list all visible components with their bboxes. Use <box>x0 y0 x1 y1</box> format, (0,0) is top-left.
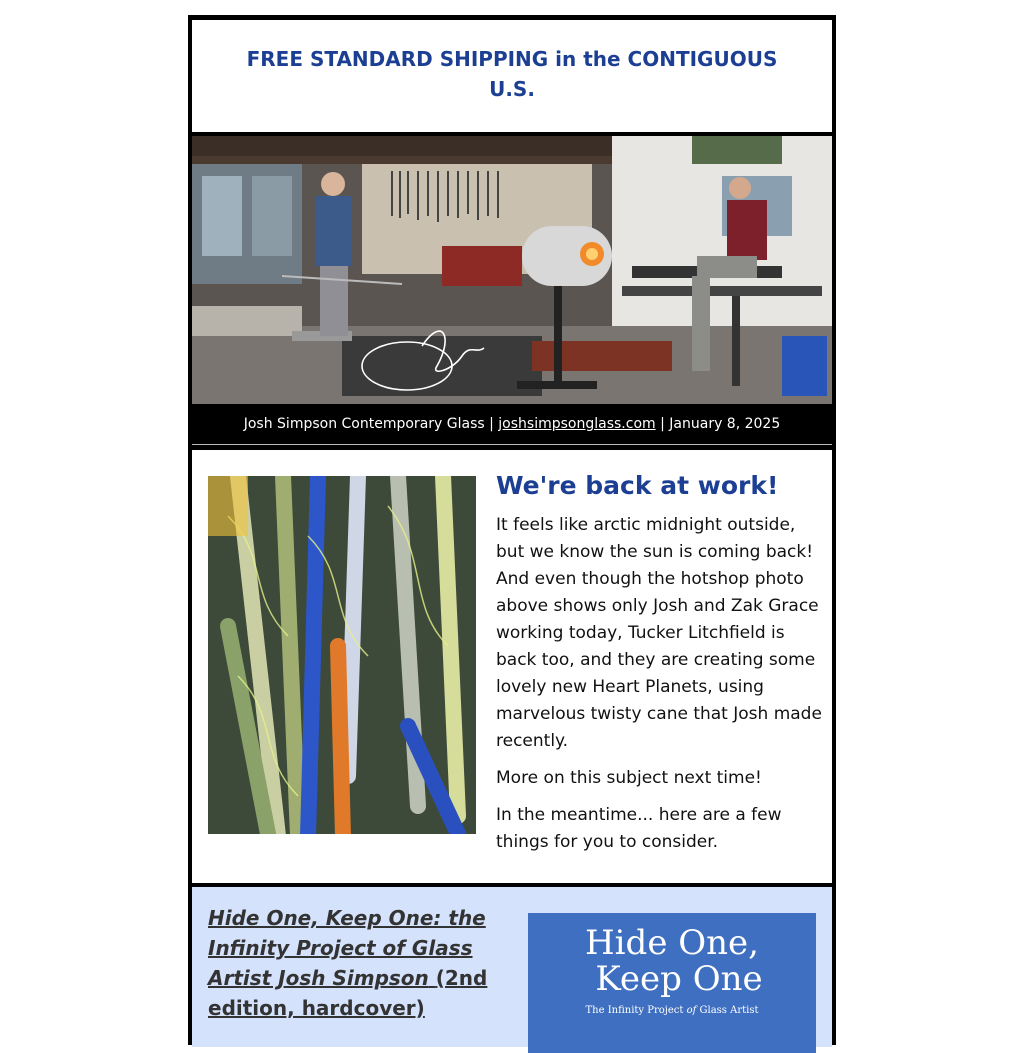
cover-title-line-1: Hide One, <box>585 923 759 963</box>
cover-subtitle <box>528 1005 816 1016</box>
article-paragraph: It feels like arctic midnight outside, but we know the sun is coming back! And even though the hotshop photo above shows only Josh and Zak Grace working today, Tucker Litchfield is back too, and they are creating some lovely new Heart Planets, using marvelous twisty cane that Josh made recently. <box>496 515 822 751</box>
photo-caption <box>192 404 832 444</box>
book-title-italic: Hide One, Keep One: the Infinity Project of Glass Artist Josh Simpson <box>208 906 486 990</box>
website-link[interactable]: joshsimpsonglass.com <box>498 416 656 432</box>
cover-subtitle-b: Glass Artist <box>699 1005 759 1016</box>
newsletter-date: January 8, 2025 <box>669 416 781 432</box>
cover-subtitle-a: The Infinity Project <box>585 1005 684 1016</box>
company-name: Josh Simpson Contemporary Glass <box>243 416 485 432</box>
caption-separator: | <box>660 416 665 432</box>
book-title <box>208 903 508 1023</box>
book-title-edition: (2nd edition, hardcover) <box>208 966 488 1020</box>
article-section <box>192 450 832 883</box>
article-paragraph: In the meantime... here are a few things for you to consider. <box>496 805 782 852</box>
book-title-link[interactable] <box>208 906 487 1020</box>
shipping-banner-text: FREE STANDARD SHIPPING in the CONTIGUOUS U.S. <box>246 47 778 101</box>
email-frame <box>188 15 836 1045</box>
article-body <box>496 512 826 866</box>
shipping-banner <box>192 20 832 132</box>
twisty-cane-photo[interactable] <box>208 476 476 834</box>
cover-subtitle-of: of <box>686 1005 697 1016</box>
caption-divider <box>192 444 832 445</box>
cover-title-line-2: Keep One <box>595 959 763 999</box>
book-section <box>192 887 832 1047</box>
article-paragraph: More on this subject next time! <box>496 768 762 788</box>
book-cover-image[interactable] <box>528 913 816 1053</box>
caption-separator: | <box>489 416 494 432</box>
article-title: We're back at work! <box>496 471 779 500</box>
hero-photo[interactable] <box>192 136 832 404</box>
